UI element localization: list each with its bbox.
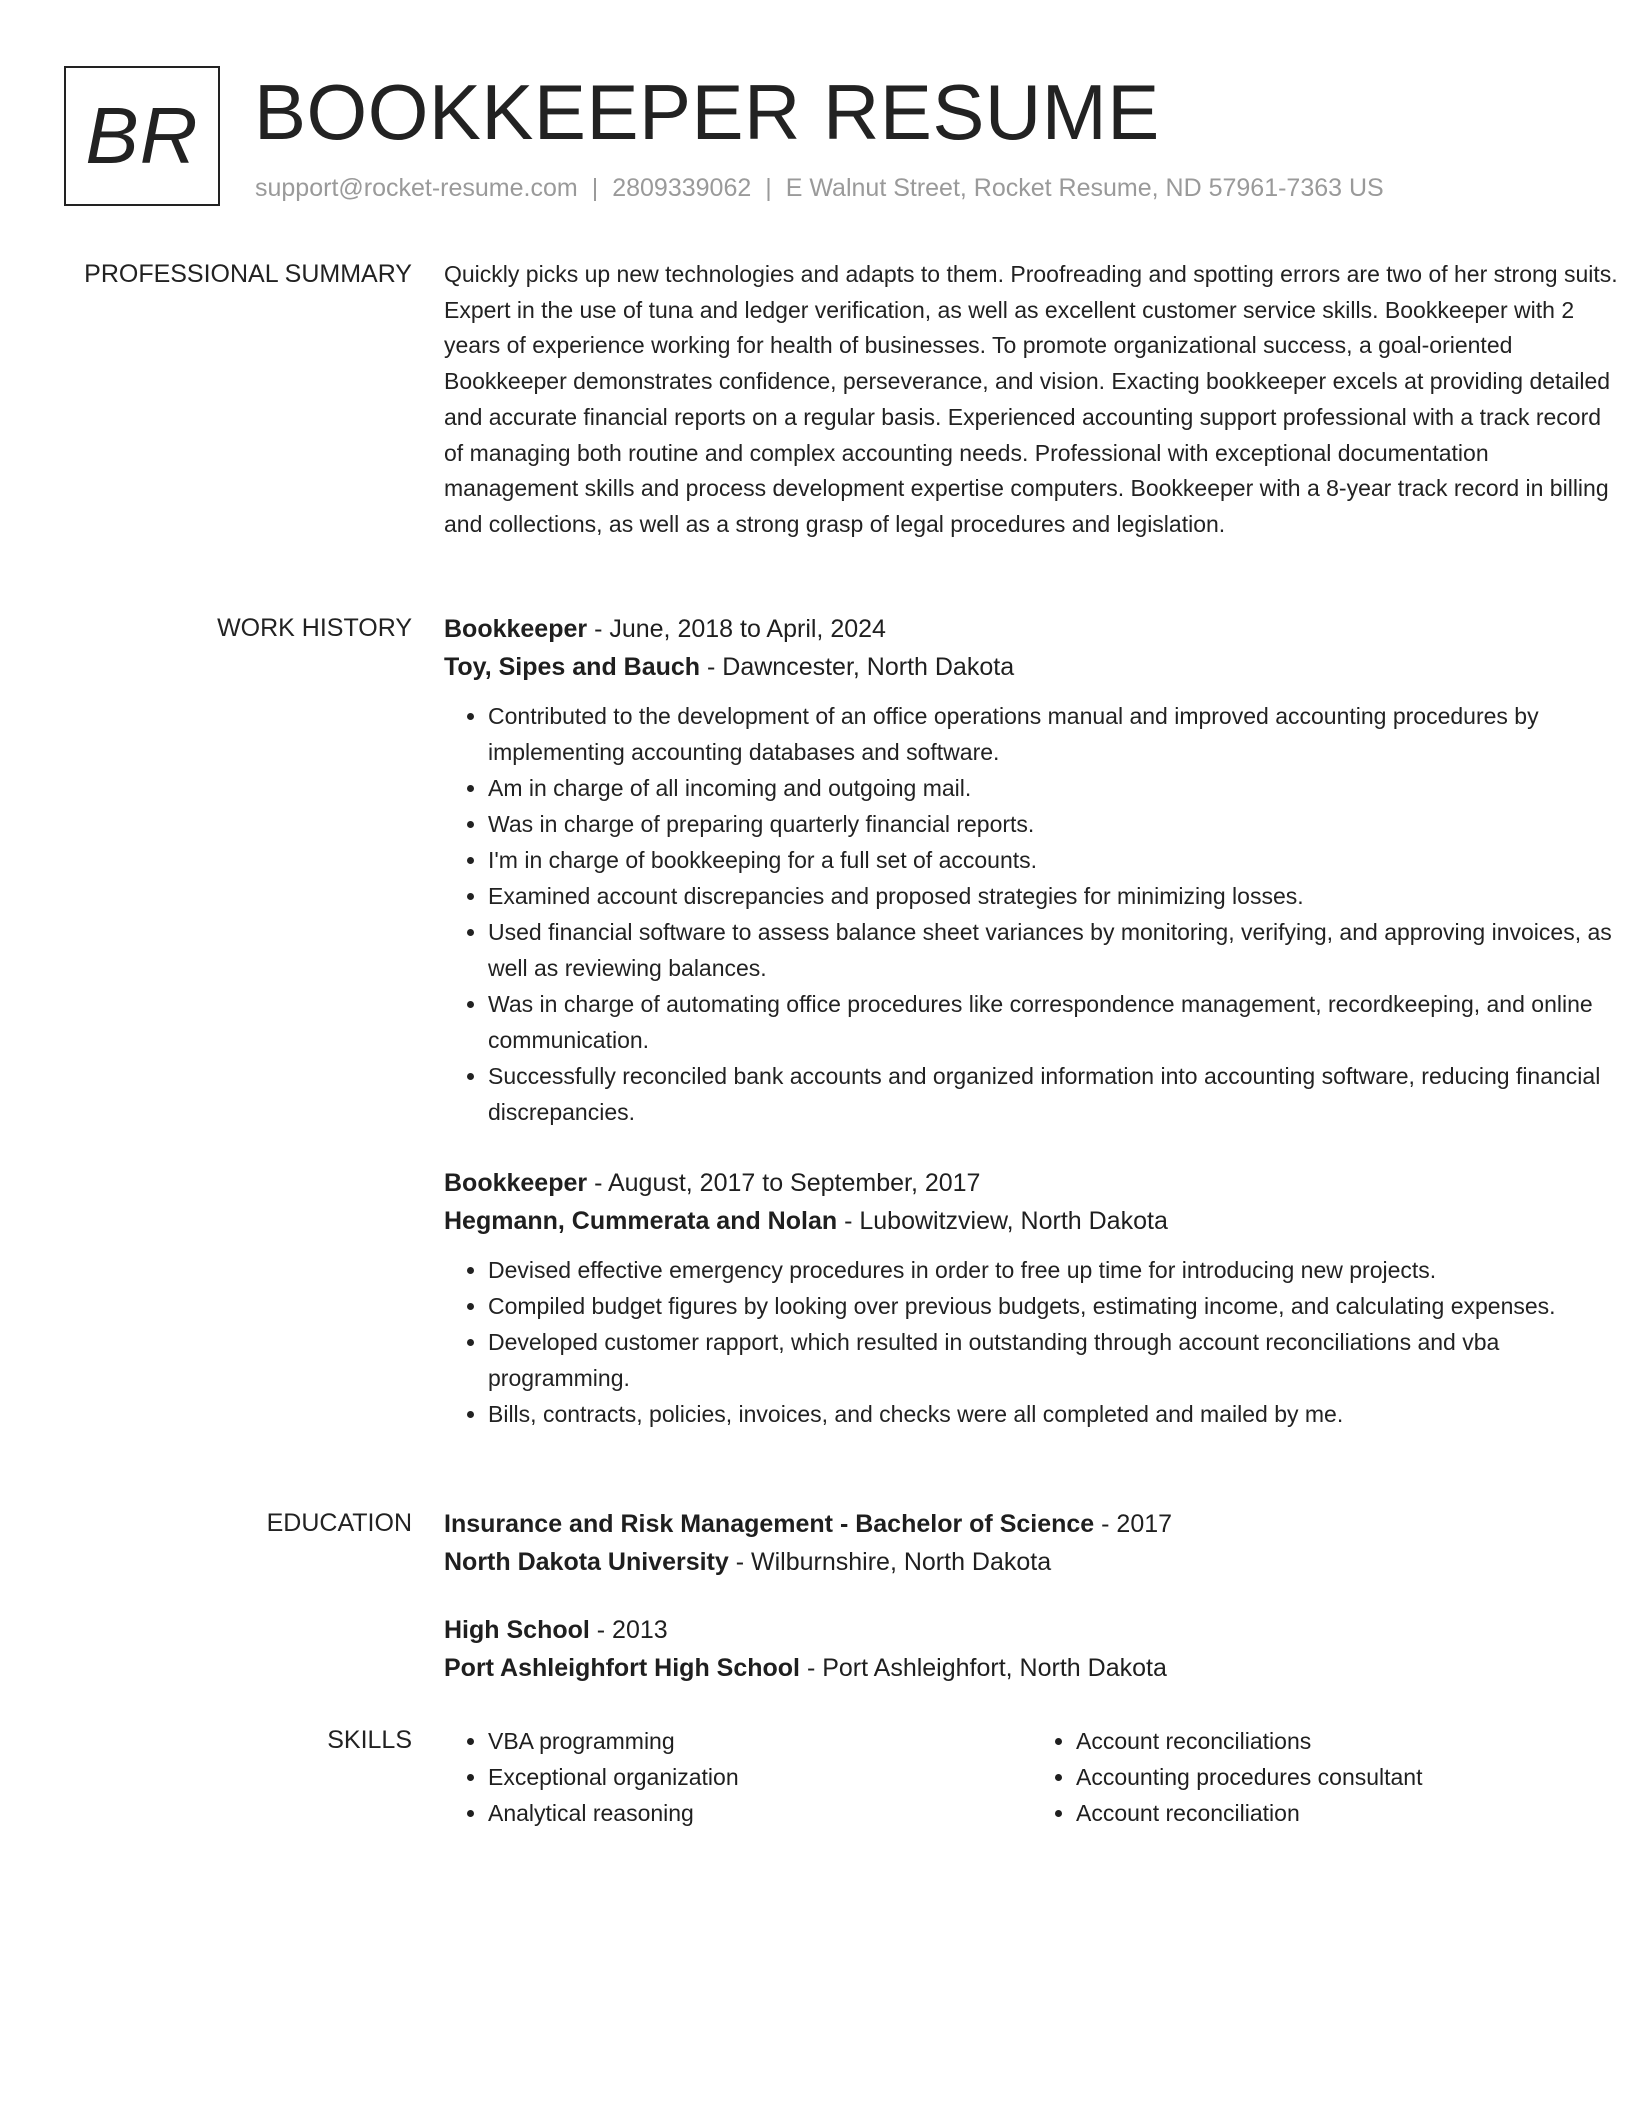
- skill-item: • Account reconciliation: [1076, 1795, 1620, 1831]
- education-school: North Dakota University: [444, 1548, 729, 1576]
- education-degree-line: [444, 1611, 1620, 1649]
- job-bullet: • Devised effective emergency procedures in order to free up time for introducing new projects.: [488, 1252, 1620, 1288]
- skills-grid: [444, 1723, 1620, 1831]
- section-label-summary: PROFESSIONAL SUMMARY: [84, 260, 412, 288]
- job-entry: [444, 1164, 1620, 1432]
- education-degree: Insurance and Risk Management - Bachelor of Science: [444, 1510, 1095, 1538]
- job-bullet: • Developed customer rapport, which resulted in outstanding through account reconciliations and vba programming.: [488, 1324, 1620, 1396]
- education-entry: [444, 1611, 1620, 1687]
- education-year: - 2017: [1094, 1510, 1173, 1538]
- education-degree: High School: [444, 1616, 590, 1644]
- job-entry: [444, 610, 1620, 1130]
- job-dates: - August, 2017 to September, 2017: [587, 1169, 981, 1197]
- job-title-line: [444, 610, 1620, 648]
- job-bullets: [444, 1252, 1620, 1432]
- skills-column-left: [444, 1723, 1032, 1831]
- education-location: - Port Ashleighfort, North Dakota: [800, 1654, 1167, 1682]
- education-entry: [444, 1505, 1620, 1581]
- contact-separator: |: [591, 174, 599, 202]
- job-company: Toy, Sipes and Bauch: [444, 653, 701, 681]
- education-degree-line: [444, 1505, 1620, 1543]
- job-bullet: • Bills, contracts, policies, invoices, and checks were all completed and mailed by me.: [488, 1396, 1620, 1432]
- contact-separator: |: [765, 174, 772, 202]
- job-bullet: • Examined account discrepancies and proposed strategies for minimizing losses.: [488, 878, 1620, 914]
- skill-item: • Analytical reasoning: [488, 1795, 1032, 1831]
- job-title: Bookkeeper: [444, 615, 588, 643]
- education-school-line: [444, 1649, 1620, 1687]
- education-location: - Wilburnshire, North Dakota: [728, 1548, 1052, 1576]
- job-bullet: • Am in charge of all incoming and outgoing mail.: [488, 770, 1620, 806]
- skills-column-right: [1032, 1723, 1620, 1831]
- job-bullets: [444, 698, 1620, 1130]
- education-school-line: [444, 1543, 1620, 1581]
- job-location: - Dawncester, North Dakota: [700, 653, 1015, 681]
- skill-item: • Exceptional organization: [488, 1759, 1032, 1795]
- education-school: Port Ashleighfort High School: [444, 1654, 801, 1682]
- job-company-line: [444, 1202, 1620, 1240]
- job-dates: - June, 2018 to April, 2024: [587, 615, 886, 643]
- education-year: - 2013: [589, 1616, 668, 1644]
- job-location: - Lubowitzview, North Dakota: [837, 1207, 1168, 1235]
- job-bullet: • Used financial software to assess balance sheet variances by monitoring, verifying, and approving invoices, as well as reviewing balances.: [488, 914, 1620, 986]
- job-bullet: • Contributed to the development of an office operations manual and improved accounting procedures by implementing accounting databases and software.: [488, 698, 1620, 770]
- summary-text: Quickly picks up new technologies and adapts to them. Proofreading and spotting errors are two of her strong suits. Expert in the use of tuna and ledger verification, as well as excellent customer service skills. Bookkeeper with 2 years of experience working for health of businesses. To promote organizational success, a goal-oriented Bookkeeper demonstrates confidence, perseverance, and vision. Exacting bookkeeper excels at providing detailed and accurate financial reports on a regular basis. Experienced accounting support professional with a track record of managing both routine and complex accounting needs. Professional with exceptional documentation management skills and process development expertise computers. Bookkeeper with a 8-year track record in billing and collections, as well as a strong grasp of legal procedures and legislation.: [444, 261, 1618, 537]
- job-bullet: • Was in charge of automating office procedures like correspondence management, recordkeeping, and online communication.: [488, 986, 1620, 1058]
- contact-address: E Walnut Street, Rocket Resume, ND 57961-7363 US: [785, 174, 1384, 202]
- skill-item: • VBA programming: [488, 1723, 1032, 1759]
- job-bullet: • Compiled budget figures by looking over previous budgets, estimating income, and calculating expenses.: [488, 1288, 1620, 1324]
- job-company-line: [444, 648, 1620, 686]
- skill-item: • Accounting procedures consultant: [1076, 1759, 1620, 1795]
- skill-item: • Account reconciliations: [1076, 1723, 1620, 1759]
- job-bullet: • Was in charge of preparing quarterly financial reports.: [488, 806, 1620, 842]
- job-bullet: • I'm in charge of bookkeeping for a full set of accounts.: [488, 842, 1620, 878]
- job-title-line: [444, 1164, 1620, 1202]
- contact-line: [255, 174, 1384, 203]
- resume-title: BOOKKEEPER RESUME: [254, 68, 1160, 156]
- section-label-work-history: WORK HISTORY: [217, 614, 412, 642]
- section-label-skills: SKILLS: [327, 1726, 412, 1754]
- section-label-education: EDUCATION: [266, 1509, 412, 1537]
- monogram-logo: BR: [64, 66, 220, 206]
- resume-header: [64, 66, 1564, 211]
- job-title: Bookkeeper: [444, 1169, 588, 1197]
- contact-phone: 2809339062: [612, 174, 752, 202]
- job-company: Hegmann, Cummerata and Nolan: [444, 1207, 838, 1235]
- job-bullet: • Successfully reconciled bank accounts and organized information into accounting software, reducing financial discrepancies.: [488, 1058, 1620, 1130]
- contact-email: support@rocket-resume.com: [255, 174, 578, 202]
